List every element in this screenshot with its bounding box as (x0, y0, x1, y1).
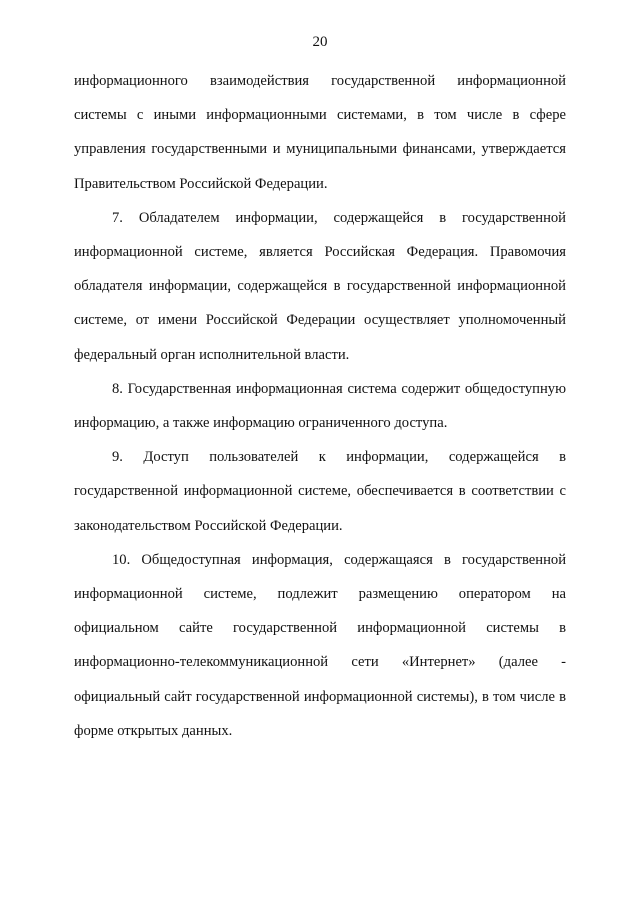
paragraph-10: 10. Общедоступная информация, содержащаяся в государственной информационной системе, подлежит размещению оператором на официальном сайте государственной информационной системы в информационно-телекоммуникационной сети «Интернет» (далее - официальный сайт государственной информационной системы), в том числе в форме открытых данных. (74, 551, 566, 739)
paragraph-8: 8. Государственная информационная система содержит общедоступную информацию, а также информацию ограниченного доступа. (74, 380, 566, 432)
paragraph-continuation: информационного взаимодействия государственной информационной системы с иными информационными системами, в том числе в сфере управления государственными и муниципальными финансами, утверждается Правительством Российской Федерации. (74, 73, 566, 192)
document-body (74, 64, 566, 748)
page-number: 20 (312, 34, 328, 50)
paragraph-7: 7. Обладателем информации, содержащейся в государственной информационной системе, является Российская Федерация. Правомочия обладателя информации, содержащейся в государственной информационной системе, от имени Российской Федерации осуществляет уполномоченный федеральный орган исполнительной власти. (74, 209, 566, 363)
paragraph-9: 9. Доступ пользователей к информации, содержащейся в государственной информационной системе, обеспечивается в соответствии с законодательством Российской Федерации. (74, 449, 566, 534)
